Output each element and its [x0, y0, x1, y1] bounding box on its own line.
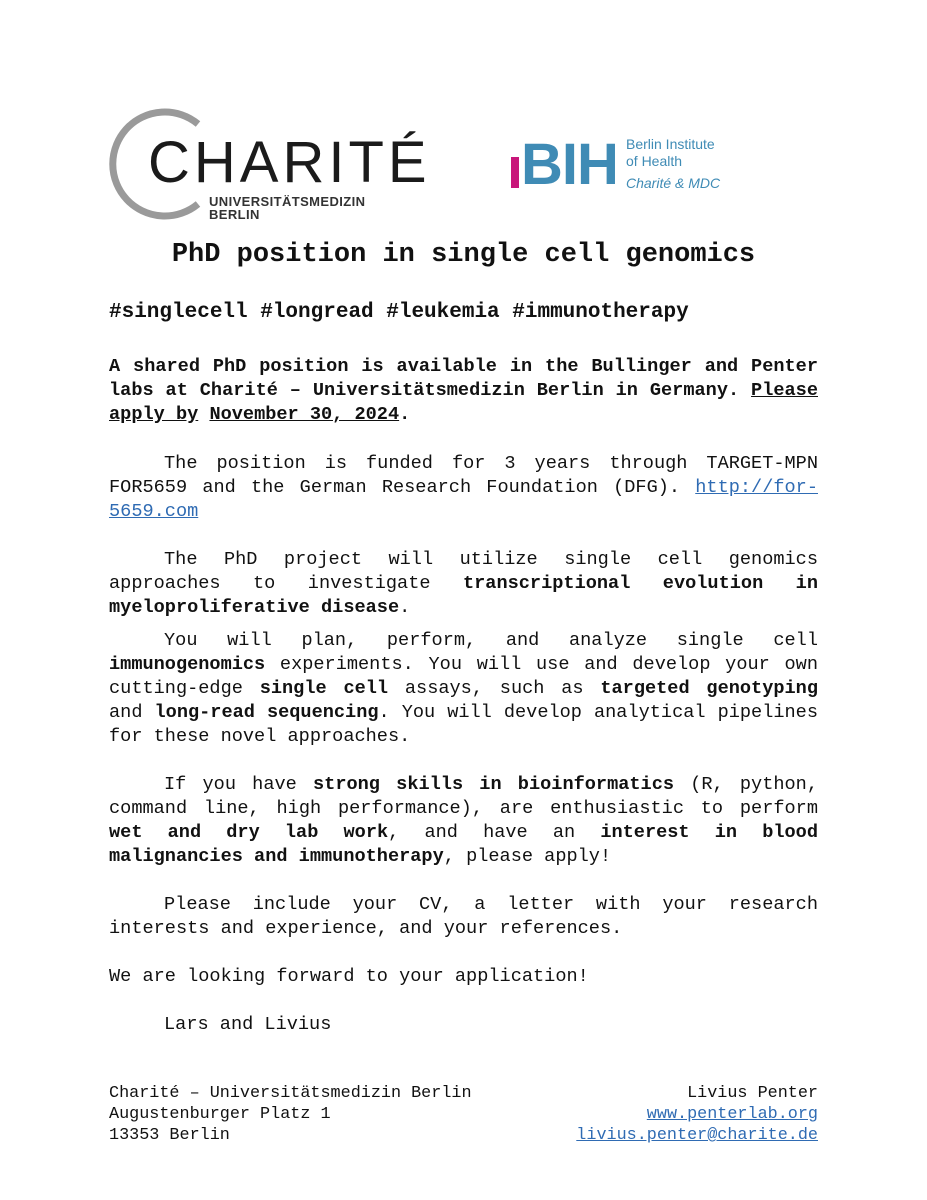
footer-city: 13353 Berlin: [109, 1126, 230, 1145]
project-text-1: The PhD project will utilize single cell genomics approaches to investigate: [109, 549, 818, 594]
project-text-2: .: [399, 597, 411, 618]
footer-address: [109, 1083, 472, 1146]
skills-text-1: If you have: [164, 774, 314, 795]
bih-name-line1: Berlin Institute: [626, 136, 715, 152]
include-paragraph: Please include your CV, a letter with your research interests and experience, and your references.: [109, 894, 818, 939]
tasks-bold-3: targeted genotyping: [600, 678, 818, 699]
bih-name-line2: of Health: [626, 153, 683, 169]
charite-logo: [106, 106, 431, 222]
bih-logo: [506, 130, 766, 197]
apply-by-text: Please apply by: [109, 380, 818, 425]
page-title: PhD position in single cell genomics: [171, 240, 756, 270]
footer-institution: Charité – Universitätsmedizin Berlin: [109, 1084, 472, 1103]
skills-bold-2: wet and dry lab work: [109, 822, 389, 843]
for5659-link[interactable]: http://for-5659.com: [109, 477, 818, 522]
footer-street: Augustenburger Platz 1: [109, 1105, 331, 1124]
bih-accent-bar: [511, 157, 519, 188]
intro-text: A shared PhD position is available in the Bullinger and Penter labs at Charité – Universitätsmedizin Berlin in Germany.: [109, 356, 818, 401]
bih-wordmark: BIH: [521, 132, 618, 197]
skills-paragraph: [109, 773, 818, 869]
intro-paragraph: [109, 355, 818, 427]
bih-affiliation: Charité & MDC: [626, 175, 721, 191]
tasks-text-4: and: [109, 702, 155, 723]
project-bold-1: transcriptional evolution in myeloproliferative disease: [109, 573, 818, 618]
closing-line: We are looking forward to your application!: [109, 966, 589, 987]
tasks-text-2: experiments. You will use and develop your own cutting-edge: [109, 654, 818, 699]
tasks-bold-2: single cell: [259, 678, 389, 699]
tasks-bold-1: immunogenomics: [109, 654, 266, 675]
tasks-text-1: You will plan, perform, and analyze single cell: [164, 630, 818, 651]
tasks-text-5: . You will develop analytical pipelines for these novel approaches.: [109, 702, 818, 747]
tasks-paragraph: [109, 629, 818, 749]
intro-end: .: [399, 404, 411, 425]
deadline-date: November 30, 2024: [209, 404, 400, 425]
funding-text: The position is funded for 3 years through TARGET-MPN FOR5659 and the German Research Foundation (DFG).: [109, 453, 818, 498]
skills-bold-1: strong skills in bioinformatics: [313, 774, 675, 795]
tasks-bold-4: long-read sequencing: [154, 702, 379, 723]
tasks-text-3: assays, such as: [388, 678, 601, 699]
footer-contact: [576, 1083, 818, 1146]
skills-text-2: (R, python, command line, high performance), are enthusiastic to perform: [109, 774, 818, 819]
signature: Lars and Livius: [164, 1014, 332, 1035]
website-link[interactable]: www.penterlab.org: [646, 1105, 818, 1124]
charite-wordmark: CHARITÉ: [148, 130, 431, 195]
footer-contact-name: Livius Penter: [687, 1084, 818, 1103]
skills-text-4: , please apply!: [443, 846, 612, 867]
funding-paragraph: [109, 452, 818, 524]
hashtags: #singlecell #longread #leukemia #immunotherapy: [109, 301, 689, 324]
skills-bold-3: interest in blood malignancies and immunotherapy: [109, 822, 818, 867]
project-paragraph: [109, 548, 818, 620]
email-link[interactable]: livius.penter@charite.de: [576, 1126, 818, 1145]
skills-text-3: , and have an: [388, 822, 601, 843]
charite-subtitle: UNIVERSITÄTSMEDIZIN BERLIN: [209, 194, 366, 222]
